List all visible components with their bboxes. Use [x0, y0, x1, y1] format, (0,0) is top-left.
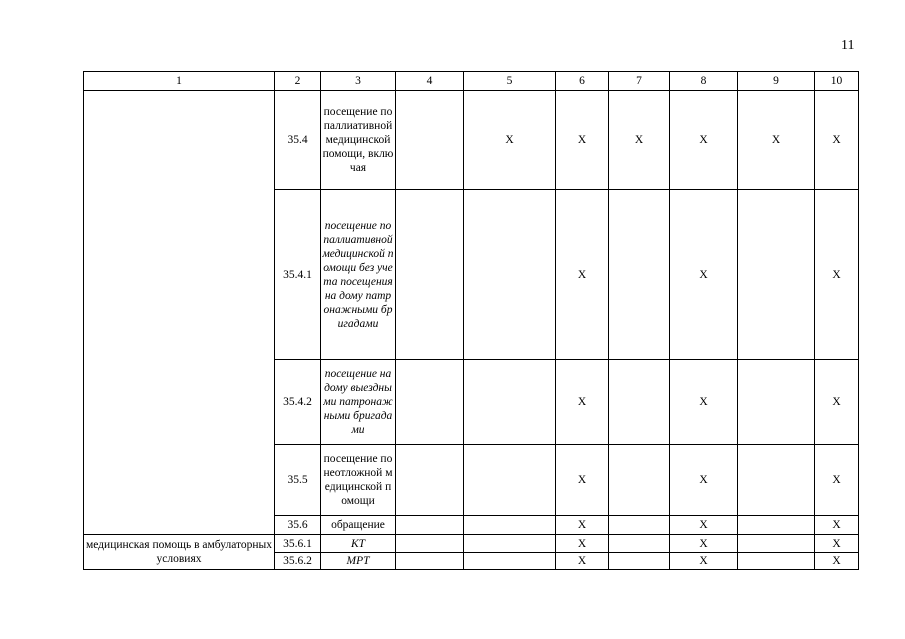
cell-col5 — [464, 535, 556, 553]
row-code: 35.4 — [275, 91, 321, 190]
cell-col8: Х — [670, 445, 738, 516]
data-table — [83, 71, 859, 570]
column-header: 8 — [670, 72, 738, 91]
cell-col7 — [609, 516, 670, 535]
cell-col10: Х — [815, 535, 859, 553]
row-code: 35.6 — [275, 516, 321, 535]
group-label: медицинская помощь в амбулаторных условиях — [84, 535, 275, 570]
cell-col10: Х — [815, 91, 859, 190]
column-header: 7 — [609, 72, 670, 91]
row-code: 35.4.2 — [275, 360, 321, 445]
table-row — [84, 91, 859, 190]
cell-col10: Х — [815, 516, 859, 535]
cell-col5 — [464, 516, 556, 535]
cell-col4 — [396, 91, 464, 190]
cell-col6: Х — [556, 445, 609, 516]
cell-col10: Х — [815, 445, 859, 516]
cell-col8: Х — [670, 360, 738, 445]
cell-col7 — [609, 190, 670, 360]
cell-col6: Х — [556, 190, 609, 360]
column-header: 9 — [738, 72, 815, 91]
row-name: обращение — [321, 516, 396, 535]
cell-col6: Х — [556, 535, 609, 553]
row-code: 35.6.1 — [275, 535, 321, 553]
cell-col10: Х — [815, 360, 859, 445]
column-header: 5 — [464, 72, 556, 91]
row-name: посещение на дому выездными патронажными бригадами — [321, 360, 396, 445]
cell-col4 — [396, 445, 464, 516]
row-name: КТ — [321, 535, 396, 553]
cell-col7: Х — [609, 91, 670, 190]
page-number: 11 — [841, 38, 855, 53]
cell-col5 — [464, 445, 556, 516]
column-header: 2 — [275, 72, 321, 91]
cell-col4 — [396, 535, 464, 553]
table-row — [84, 535, 859, 553]
cell-col4 — [396, 516, 464, 535]
cell-col8: Х — [670, 516, 738, 535]
row-name: посещение по неотложной медицинской помощи — [321, 445, 396, 516]
cell-col5 — [464, 190, 556, 360]
cell-col8: Х — [670, 91, 738, 190]
column-header: 10 — [815, 72, 859, 91]
cell-col7 — [609, 553, 670, 570]
column-header: 1 — [84, 72, 275, 91]
cell-col9 — [738, 190, 815, 360]
cell-col7 — [609, 360, 670, 445]
row-name: МРТ — [321, 553, 396, 570]
cell-col5 — [464, 360, 556, 445]
row-name: посещение по паллиативной медицинской помощи, включая — [321, 91, 396, 190]
cell-col10: Х — [815, 190, 859, 360]
cell-col7 — [609, 535, 670, 553]
cell-col4 — [396, 553, 464, 570]
cell-col8: Х — [670, 553, 738, 570]
cell-col9 — [738, 535, 815, 553]
row-name: посещение по паллиативной медицинской помощи без учета посещения на дому патронажными бригадами — [321, 190, 396, 360]
cell-col9 — [738, 445, 815, 516]
column-header: 3 — [321, 72, 396, 91]
cell-col10: Х — [815, 553, 859, 570]
row-code: 35.6.2 — [275, 553, 321, 570]
column-header: 6 — [556, 72, 609, 91]
cell-col8: Х — [670, 190, 738, 360]
empty-group-cell — [84, 91, 275, 535]
header-row — [84, 72, 859, 91]
cell-col7 — [609, 445, 670, 516]
cell-col9 — [738, 516, 815, 535]
cell-col6: Х — [556, 553, 609, 570]
cell-col9 — [738, 553, 815, 570]
cell-col9 — [738, 360, 815, 445]
cell-col5 — [464, 553, 556, 570]
cell-col4 — [396, 190, 464, 360]
cell-col5: Х — [464, 91, 556, 190]
cell-col4 — [396, 360, 464, 445]
cell-col6: Х — [556, 516, 609, 535]
column-header: 4 — [396, 72, 464, 91]
cell-col9: Х — [738, 91, 815, 190]
row-code: 35.5 — [275, 445, 321, 516]
cell-col6: Х — [556, 91, 609, 190]
cell-col6: Х — [556, 360, 609, 445]
row-code: 35.4.1 — [275, 190, 321, 360]
cell-col8: Х — [670, 535, 738, 553]
